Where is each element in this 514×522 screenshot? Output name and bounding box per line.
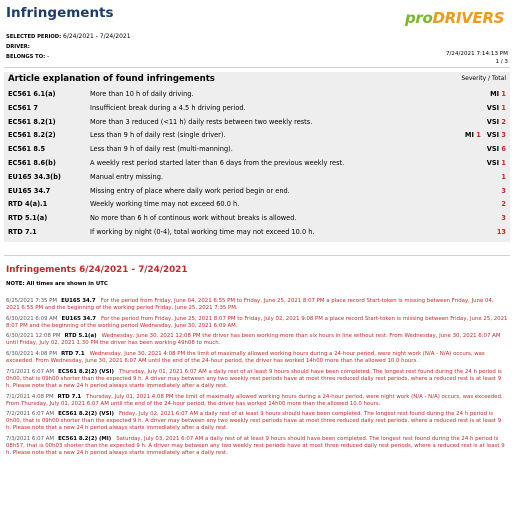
summary-row bbox=[4, 142, 510, 155]
severity-count: 1 bbox=[501, 172, 506, 181]
article-code: EC561 7 bbox=[8, 103, 38, 112]
article-description: Less than 9 h of daily rest (multi-manning). bbox=[90, 145, 233, 154]
summary-row bbox=[4, 87, 510, 100]
article-code: EC561 8.6(b) bbox=[8, 159, 56, 167]
entry-code: RTD 7.1 bbox=[57, 393, 82, 400]
entry-timestamp: 7/1/2021 6:07 AM bbox=[6, 368, 55, 375]
article-description: If working by night (0-4), total working time may not exceed 10.0 h. bbox=[90, 228, 315, 236]
severity-total bbox=[501, 187, 506, 195]
article-code: RTD 7.1 bbox=[8, 228, 37, 236]
summary-row bbox=[4, 101, 510, 114]
article-description: A weekly rest period started later than 6 days from the previous weekly rest. bbox=[90, 159, 345, 167]
infringement-entry bbox=[6, 333, 508, 347]
article-description: Manual entry missing. bbox=[90, 172, 164, 181]
article-description: No more than 6 h of continous work without breaks is allowed. bbox=[90, 214, 297, 223]
article-code: EC561 6.1(a) bbox=[8, 90, 56, 98]
article-code: EU165 34.3(b) bbox=[8, 172, 61, 181]
infringement-entry bbox=[6, 298, 508, 312]
severity-total bbox=[501, 173, 506, 181]
summary-row bbox=[4, 170, 510, 183]
summary-row bbox=[4, 184, 510, 197]
severity-count: 13 bbox=[496, 228, 506, 236]
article-code: RTD 5.1(a) bbox=[8, 214, 48, 223]
severity-label: VSI bbox=[486, 131, 500, 140]
severity-label: MI bbox=[490, 90, 500, 98]
belongs-to bbox=[6, 53, 49, 60]
summary-row bbox=[4, 128, 510, 141]
belongs-to-value: - bbox=[47, 53, 50, 60]
infringement-entry bbox=[6, 369, 508, 390]
severity-count: 6 bbox=[501, 145, 506, 154]
entry-code: EC561 8.2(2) (VSI) bbox=[58, 411, 114, 418]
entry-code: RTD 7.1 bbox=[61, 351, 85, 358]
entry-timestamp: 6/30/2021 6:09 AM bbox=[6, 315, 58, 322]
severity-total bbox=[490, 90, 506, 98]
severity-count: 1 bbox=[501, 159, 506, 167]
page-title: Infringements bbox=[6, 5, 114, 21]
selected-period-label: SELECTED PERIOD: bbox=[6, 34, 62, 40]
summary-row bbox=[4, 197, 510, 210]
article-code: EC561 8.2(1) bbox=[8, 117, 56, 126]
severity-count: 3 bbox=[501, 186, 506, 195]
infringement-entry bbox=[6, 351, 508, 365]
severity-count: 3 bbox=[501, 214, 506, 223]
entry-code: EU165 34.7 bbox=[61, 315, 97, 322]
entry-text: For the period from Friday, June 04, 2021 6:55 PM to Friday, June 25, 2021 8:07 PM a place record Start-token is missing between Friday, June 04, 2021 6:55 PM and the beginning of the working period Friday, June 25, 2021 7:35 PM. bbox=[6, 298, 494, 312]
severity-total bbox=[487, 145, 506, 153]
entry-code: RTD 5.1(a) bbox=[64, 333, 97, 340]
infringement-entry bbox=[6, 316, 508, 330]
entry-timestamp: 7/3/2021 6:07 AM bbox=[6, 436, 55, 442]
page-number: 1 / 3 bbox=[495, 59, 508, 65]
section-divider bbox=[4, 255, 510, 256]
severity-total bbox=[487, 159, 506, 167]
severity-total bbox=[487, 118, 506, 126]
severity-count: 1 bbox=[501, 103, 506, 112]
entry-code: EC561 8.2(2) (VSI) bbox=[58, 368, 114, 375]
severity-label: VSI bbox=[486, 159, 500, 167]
article-code: EC561 8.5 bbox=[8, 145, 46, 154]
entry-text: Thursday, July 01, 2021 4:08 PM the limit of maximally allowed working hours during a 24-hour period, were night work (N/A - N/A) occurs, was exceeded. From Thursday, July 01, 2021 6:07 AM until the end of the 24-hour period, the driver has worked 14h00 more than the allowed 10.0 hours. bbox=[6, 393, 503, 407]
infringements-title: Infringements 6/24/2021 - 7/24/2021 bbox=[6, 265, 188, 275]
entry-timestamp: 6/30/2021 4:08 PM bbox=[6, 351, 58, 358]
infringement-entry bbox=[6, 411, 508, 432]
entry-timestamp: 6/30/2021 12:08 PM bbox=[6, 333, 61, 340]
logo-part-drivers: DRIVERS bbox=[432, 9, 505, 27]
severity-total bbox=[497, 228, 506, 236]
entry-code: EU165 34.7 bbox=[61, 298, 96, 304]
entry-text: Saturday, July 03, 2021 6:07 AM a daily rest of at least 9 hours should have been completed. The longest rest found during the 24 h period is 08h57, that is 00h03 shorter than the expected 9 h. A driver may between any two weekly rest periods have at most three reduced daily rest periods, where a reduced rest is at least 9 h. Please note that a new 24 h period always starts immediately after a daily rest. bbox=[6, 436, 505, 457]
summary-row bbox=[4, 156, 510, 169]
severity-label: VSI bbox=[486, 103, 500, 112]
entry-code: EC561 8.2(2) (MI) bbox=[58, 436, 112, 442]
severity-total-heading: Severity / Total bbox=[461, 75, 506, 82]
severity-label: VSI bbox=[486, 145, 500, 154]
article-code: EC561 8.2(2) bbox=[8, 131, 56, 140]
infringement-entry bbox=[6, 436, 508, 457]
utc-note: NOTE: All times are shown in UTC bbox=[6, 281, 108, 287]
severity-label: VSI bbox=[486, 117, 500, 126]
summary-row bbox=[4, 225, 510, 238]
entry-timestamp: 7/2/2021 6:07 AM bbox=[6, 411, 55, 418]
prodrivers-logo bbox=[405, 9, 504, 27]
article-description: Weekly working time may not exceed 60.0 h. bbox=[90, 200, 240, 209]
entry-timestamp: 6/25/2021 7:35 PM bbox=[6, 298, 58, 304]
article-description: More than 10 h of daily driving. bbox=[90, 90, 194, 98]
entry-text: Wednesday, June 30, 2021 12:08 PM the driver has been working more than six hours in line without rest. From Wednesday, June 30, 2021 6:07 AM until Friday, July 02, 2021 1:30 PM the driver has been working 49h08 to much. bbox=[6, 333, 501, 347]
article-code: RTD 4(a).1 bbox=[8, 200, 48, 209]
article-description: Missing entry of place where daily work period begin or end. bbox=[90, 186, 290, 195]
driver-label: DRIVER: bbox=[6, 44, 30, 50]
selected-period-value: 6/24/2021 - 7/24/2021 bbox=[63, 33, 131, 40]
summary-row bbox=[4, 211, 510, 224]
article-description: Insufficient break during a 4.5 h driving period. bbox=[90, 103, 246, 112]
summary-panel bbox=[4, 72, 510, 242]
print-datetime: 7/24/2021 7:14:13 PM bbox=[445, 51, 508, 57]
infringement-entry bbox=[6, 394, 508, 408]
entry-timestamp: 7/1/2021 4:08 PM bbox=[6, 393, 54, 400]
entry-text: Wednesday, June 30, 2021 4:08 PM the limit of maximally allowed working hours during a 24-hour period, were night work (N/A - N/A) occurs, was exceeded. From Wednesday, June 30, 2021 6:07 AM until the end of the 24-hour period, the driver has worked 14h00 more than the allowed 10.0 hours. bbox=[6, 351, 485, 365]
severity-count: 3 bbox=[501, 131, 506, 140]
severity-count: 2 bbox=[501, 200, 506, 209]
article-description: Less than 9 h of daily rest (single driver). bbox=[90, 131, 226, 140]
severity-total bbox=[487, 104, 506, 112]
infringement-list bbox=[6, 298, 508, 461]
severity-total bbox=[465, 131, 506, 139]
belongs-to-label: BELONGS TO: bbox=[6, 54, 46, 60]
severity-count: 1 bbox=[476, 131, 481, 140]
severity-count: 1 bbox=[501, 90, 506, 98]
severity-label: MI bbox=[464, 131, 474, 140]
severity-total bbox=[501, 200, 506, 208]
summary-heading: Article explanation of found infringements bbox=[8, 74, 215, 84]
severity-total bbox=[501, 214, 506, 222]
severity-count: 2 bbox=[501, 117, 506, 126]
article-description: More than 3 reduced (<11 h) daily rests between two weekly rests. bbox=[90, 117, 313, 126]
summary-row bbox=[4, 115, 510, 128]
entry-text: Friday, July 02, 2021 6:07 AM a daily rest of at least 9 hours should have been completed. The longest rest found during the 24 h period is 0h00, that is 09h00 shorter than the expected 9 h. A driver may between any two weekly rest periods have at most three reduced daily rest periods, where a reduced rest is at least 9 h. Please note that a new 24 h period always starts immediately after a daily rest. bbox=[6, 411, 502, 432]
article-code: EU165 34.7 bbox=[8, 186, 51, 195]
selected-period bbox=[6, 33, 131, 40]
header-divider bbox=[4, 67, 510, 68]
entry-text: For the period from Friday, June 25, 2021 8:07 PM to Friday, July 02, 2021 9:08 PM a place record Start-token is missing between Friday, June 25, 2021 8:07 PM and the beginning of the working period Wednesday, June 30, 2021 6:09 AM. bbox=[6, 315, 508, 329]
logo-part-pro: pro bbox=[405, 9, 433, 27]
entry-text: Thursday, July 01, 2021 6:07 AM a daily rest of at least 9 hours should have been completed. The longest rest found during the 24 h period is 0h00, that is 09h00 shorter than the expected 9 h. A driver may between any two weekly rest periods have at most three reduced daily rest periods, where a reduced rest is at least 9 h. Please note that a new 24 h period always starts immediately after a daily rest. bbox=[6, 368, 502, 389]
